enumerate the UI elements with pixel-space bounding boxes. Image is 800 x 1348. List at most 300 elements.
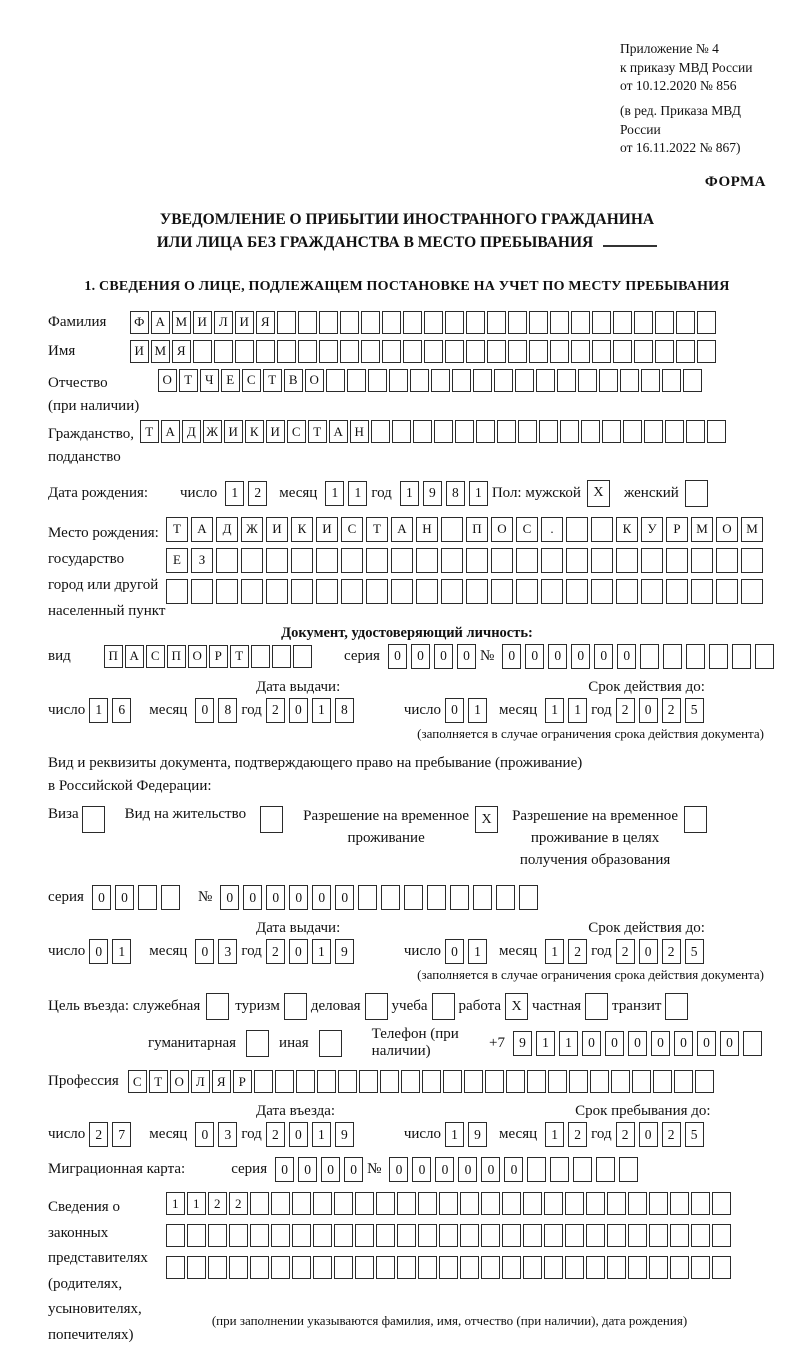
char-cell[interactable] (663, 644, 682, 669)
char-cell[interactable] (450, 885, 469, 910)
char-cell[interactable]: 0 (525, 644, 544, 669)
char-cell[interactable]: 0 (720, 1031, 739, 1056)
char-cell[interactable]: Т (263, 369, 282, 392)
char-cell[interactable] (548, 1070, 567, 1093)
char-cell[interactable]: 2 (568, 1122, 587, 1147)
char-cell[interactable]: С (287, 420, 306, 443)
temp-permit-checkbox[interactable]: X (475, 806, 498, 833)
char-cell[interactable] (670, 1224, 689, 1247)
char-cell[interactable] (683, 369, 702, 392)
char-cell[interactable]: П (167, 645, 186, 668)
char-cell[interactable]: 1 (469, 481, 488, 506)
char-cell[interactable] (616, 548, 638, 573)
char-cell[interactable]: 0 (195, 939, 214, 964)
char-cell[interactable] (296, 1070, 315, 1093)
char-cell[interactable] (382, 340, 401, 363)
char-cell[interactable]: 0 (697, 1031, 716, 1056)
char-cell[interactable] (743, 1031, 762, 1056)
char-cell[interactable] (732, 644, 751, 669)
char-cell[interactable]: 1 (187, 1192, 206, 1215)
char-cell[interactable] (666, 579, 688, 604)
char-cell[interactable] (592, 340, 611, 363)
purpose-transit-checkbox[interactable] (665, 993, 688, 1020)
char-cell[interactable] (334, 1224, 353, 1247)
char-cell[interactable] (619, 1157, 638, 1182)
char-cell[interactable] (241, 579, 263, 604)
char-cell[interactable]: С (242, 369, 261, 392)
char-cell[interactable] (508, 311, 527, 334)
char-cell[interactable]: 0 (243, 885, 262, 910)
char-cell[interactable]: М (151, 340, 170, 363)
char-cell[interactable] (691, 548, 713, 573)
char-cell[interactable] (674, 1070, 693, 1093)
char-cell[interactable]: С (516, 517, 538, 542)
char-cell[interactable] (539, 420, 558, 443)
char-cell[interactable]: 0 (594, 644, 613, 669)
char-cell[interactable]: 0 (195, 1122, 214, 1147)
char-cell[interactable] (565, 1224, 584, 1247)
char-cell[interactable]: 2 (662, 698, 681, 723)
char-cell[interactable] (649, 1192, 668, 1215)
char-cell[interactable]: 1 (325, 481, 344, 506)
char-cell[interactable]: И (224, 420, 243, 443)
char-cell[interactable]: Т (140, 420, 159, 443)
purpose-tourism-checkbox[interactable] (284, 993, 307, 1020)
char-cell[interactable] (441, 579, 463, 604)
char-cell[interactable] (586, 1192, 605, 1215)
char-cell[interactable] (709, 644, 728, 669)
char-cell[interactable] (518, 420, 537, 443)
char-cell[interactable]: 0 (434, 644, 453, 669)
char-cell[interactable] (491, 548, 513, 573)
char-cell[interactable] (586, 1224, 605, 1247)
char-cell[interactable] (634, 311, 653, 334)
char-cell[interactable] (397, 1256, 416, 1279)
char-cell[interactable] (376, 1192, 395, 1215)
char-cell[interactable] (460, 1192, 479, 1215)
char-cell[interactable] (653, 1070, 672, 1093)
char-cell[interactable] (560, 420, 579, 443)
char-cell[interactable] (460, 1256, 479, 1279)
char-cell[interactable]: 0 (639, 1122, 658, 1147)
char-cell[interactable] (712, 1224, 731, 1247)
char-cell[interactable]: Ч (200, 369, 219, 392)
char-cell[interactable] (691, 1256, 710, 1279)
char-cell[interactable]: Я (172, 340, 191, 363)
char-cell[interactable]: 1 (400, 481, 419, 506)
char-cell[interactable] (313, 1256, 332, 1279)
purpose-humanitarian-checkbox[interactable] (246, 1030, 269, 1057)
char-cell[interactable]: 1 (312, 939, 331, 964)
char-cell[interactable] (578, 369, 597, 392)
char-cell[interactable] (256, 340, 275, 363)
char-cell[interactable]: К (616, 517, 638, 542)
char-cell[interactable] (427, 885, 446, 910)
char-cell[interactable] (266, 548, 288, 573)
char-cell[interactable]: 2 (616, 939, 635, 964)
char-cell[interactable] (676, 340, 695, 363)
char-cell[interactable]: Т (308, 420, 327, 443)
char-cell[interactable]: 5 (685, 698, 704, 723)
char-cell[interactable] (550, 1157, 569, 1182)
char-cell[interactable]: 0 (289, 939, 308, 964)
char-cell[interactable]: . (541, 517, 563, 542)
char-cell[interactable]: М (691, 517, 713, 542)
char-cell[interactable] (569, 1070, 588, 1093)
char-cell[interactable] (392, 420, 411, 443)
purpose-study-checkbox[interactable] (432, 993, 455, 1020)
char-cell[interactable]: 8 (335, 698, 354, 723)
char-cell[interactable] (541, 579, 563, 604)
char-cell[interactable]: 1 (545, 698, 564, 723)
char-cell[interactable]: 1 (225, 481, 244, 506)
char-cell[interactable]: О (716, 517, 738, 542)
char-cell[interactable]: О (491, 517, 513, 542)
char-cell[interactable]: А (329, 420, 348, 443)
char-cell[interactable] (632, 1070, 651, 1093)
char-cell[interactable]: 2 (616, 698, 635, 723)
char-cell[interactable]: 8 (446, 481, 465, 506)
char-cell[interactable]: 2 (229, 1192, 248, 1215)
char-cell[interactable] (341, 548, 363, 573)
purpose-business-checkbox[interactable] (365, 993, 388, 1020)
char-cell[interactable]: 0 (275, 1157, 294, 1182)
char-cell[interactable]: З (191, 548, 213, 573)
char-cell[interactable]: 1 (545, 939, 564, 964)
char-cell[interactable]: Р (666, 517, 688, 542)
char-cell[interactable] (566, 548, 588, 573)
char-cell[interactable] (208, 1224, 227, 1247)
char-cell[interactable]: И (266, 517, 288, 542)
char-cell[interactable] (214, 340, 233, 363)
char-cell[interactable] (216, 548, 238, 573)
char-cell[interactable] (380, 1070, 399, 1093)
char-cell[interactable] (441, 548, 463, 573)
char-cell[interactable] (254, 1070, 273, 1093)
char-cell[interactable] (566, 517, 588, 542)
char-cell[interactable] (502, 1224, 521, 1247)
char-cell[interactable] (516, 579, 538, 604)
char-cell[interactable] (665, 420, 684, 443)
char-cell[interactable]: 1 (468, 698, 487, 723)
char-cell[interactable] (368, 369, 387, 392)
char-cell[interactable] (755, 644, 774, 669)
char-cell[interactable] (676, 311, 695, 334)
char-cell[interactable] (347, 369, 366, 392)
char-cell[interactable] (670, 1192, 689, 1215)
char-cell[interactable]: 2 (266, 698, 285, 723)
char-cell[interactable] (404, 885, 423, 910)
char-cell[interactable] (334, 1192, 353, 1215)
char-cell[interactable] (487, 311, 506, 334)
char-cell[interactable]: О (188, 645, 207, 668)
char-cell[interactable] (596, 1157, 615, 1182)
char-cell[interactable]: 5 (685, 1122, 704, 1147)
char-cell[interactable] (607, 1256, 626, 1279)
char-cell[interactable] (443, 1070, 462, 1093)
char-cell[interactable] (502, 1192, 521, 1215)
char-cell[interactable] (229, 1224, 248, 1247)
char-cell[interactable]: С (341, 517, 363, 542)
char-cell[interactable] (571, 340, 590, 363)
char-cell[interactable] (413, 420, 432, 443)
char-cell[interactable]: 0 (435, 1157, 454, 1182)
char-cell[interactable] (712, 1256, 731, 1279)
char-cell[interactable] (366, 579, 388, 604)
char-cell[interactable] (316, 548, 338, 573)
char-cell[interactable] (340, 311, 359, 334)
char-cell[interactable]: М (741, 517, 763, 542)
char-cell[interactable]: Д (182, 420, 201, 443)
char-cell[interactable] (418, 1224, 437, 1247)
char-cell[interactable] (422, 1070, 441, 1093)
char-cell[interactable]: 0 (639, 698, 658, 723)
char-cell[interactable]: 0 (445, 698, 464, 723)
char-cell[interactable] (586, 1256, 605, 1279)
char-cell[interactable] (649, 1224, 668, 1247)
char-cell[interactable] (544, 1224, 563, 1247)
char-cell[interactable]: Я (212, 1070, 231, 1093)
char-cell[interactable] (712, 1192, 731, 1215)
char-cell[interactable]: 0 (628, 1031, 647, 1056)
char-cell[interactable] (445, 340, 464, 363)
char-cell[interactable]: 3 (218, 939, 237, 964)
char-cell[interactable]: С (146, 645, 165, 668)
char-cell[interactable]: Т (166, 517, 188, 542)
char-cell[interactable]: 0 (388, 644, 407, 669)
char-cell[interactable]: 0 (617, 644, 636, 669)
char-cell[interactable] (527, 1157, 546, 1182)
char-cell[interactable]: Н (350, 420, 369, 443)
char-cell[interactable] (250, 1192, 269, 1215)
char-cell[interactable]: 0 (92, 885, 111, 910)
char-cell[interactable] (403, 311, 422, 334)
char-cell[interactable] (523, 1224, 542, 1247)
char-cell[interactable]: 1 (568, 698, 587, 723)
char-cell[interactable]: 0 (115, 885, 134, 910)
char-cell[interactable] (391, 579, 413, 604)
char-cell[interactable]: С (128, 1070, 147, 1093)
char-cell[interactable] (466, 579, 488, 604)
char-cell[interactable] (686, 420, 705, 443)
char-cell[interactable]: О (158, 369, 177, 392)
char-cell[interactable] (293, 645, 312, 668)
char-cell[interactable] (271, 1256, 290, 1279)
char-cell[interactable] (616, 579, 638, 604)
char-cell[interactable] (298, 340, 317, 363)
char-cell[interactable] (649, 1256, 668, 1279)
char-cell[interactable]: 0 (502, 644, 521, 669)
char-cell[interactable] (662, 369, 681, 392)
char-cell[interactable] (485, 1070, 504, 1093)
visa-checkbox[interactable] (82, 806, 105, 833)
char-cell[interactable] (473, 369, 492, 392)
char-cell[interactable]: Ж (241, 517, 263, 542)
char-cell[interactable]: 2 (208, 1192, 227, 1215)
char-cell[interactable] (571, 311, 590, 334)
purpose-work-checkbox[interactable]: X (505, 993, 528, 1020)
char-cell[interactable]: Т (366, 517, 388, 542)
char-cell[interactable] (250, 1224, 269, 1247)
char-cell[interactable] (523, 1192, 542, 1215)
char-cell[interactable]: Р (209, 645, 228, 668)
char-cell[interactable] (216, 579, 238, 604)
char-cell[interactable] (460, 1224, 479, 1247)
char-cell[interactable]: Н (416, 517, 438, 542)
char-cell[interactable]: Л (191, 1070, 210, 1093)
char-cell[interactable] (326, 369, 345, 392)
char-cell[interactable]: Т (149, 1070, 168, 1093)
char-cell[interactable] (401, 1070, 420, 1093)
char-cell[interactable] (334, 1256, 353, 1279)
char-cell[interactable] (581, 420, 600, 443)
temp-permit-edu-checkbox[interactable] (684, 806, 707, 833)
char-cell[interactable] (591, 548, 613, 573)
char-cell[interactable] (138, 885, 157, 910)
char-cell[interactable] (716, 548, 738, 573)
char-cell[interactable] (666, 548, 688, 573)
char-cell[interactable]: 2 (662, 939, 681, 964)
char-cell[interactable] (397, 1224, 416, 1247)
char-cell[interactable] (434, 420, 453, 443)
char-cell[interactable] (313, 1192, 332, 1215)
char-cell[interactable]: К (291, 517, 313, 542)
char-cell[interactable]: У (641, 517, 663, 542)
char-cell[interactable]: 0 (504, 1157, 523, 1182)
char-cell[interactable] (271, 1224, 290, 1247)
char-cell[interactable]: 1 (166, 1192, 185, 1215)
char-cell[interactable]: 1 (559, 1031, 578, 1056)
char-cell[interactable]: Л (214, 311, 233, 334)
char-cell[interactable] (466, 340, 485, 363)
char-cell[interactable] (313, 1224, 332, 1247)
char-cell[interactable]: И (266, 420, 285, 443)
char-cell[interactable]: 9 (468, 1122, 487, 1147)
char-cell[interactable] (536, 369, 555, 392)
char-cell[interactable]: А (191, 517, 213, 542)
purpose-official-checkbox[interactable] (206, 993, 229, 1020)
char-cell[interactable]: А (391, 517, 413, 542)
char-cell[interactable] (529, 340, 548, 363)
char-cell[interactable]: Т (230, 645, 249, 668)
char-cell[interactable]: И (130, 340, 149, 363)
char-cell[interactable] (644, 420, 663, 443)
char-cell[interactable]: 2 (266, 939, 285, 964)
char-cell[interactable]: И (193, 311, 212, 334)
char-cell[interactable] (272, 645, 291, 668)
char-cell[interactable] (691, 1192, 710, 1215)
char-cell[interactable] (691, 579, 713, 604)
char-cell[interactable]: 0 (344, 1157, 363, 1182)
char-cell[interactable] (431, 369, 450, 392)
char-cell[interactable] (355, 1192, 374, 1215)
char-cell[interactable] (592, 311, 611, 334)
char-cell[interactable]: К (245, 420, 264, 443)
char-cell[interactable]: И (235, 311, 254, 334)
char-cell[interactable] (361, 311, 380, 334)
char-cell[interactable] (166, 579, 188, 604)
char-cell[interactable] (250, 1256, 269, 1279)
char-cell[interactable] (316, 579, 338, 604)
char-cell[interactable]: П (104, 645, 123, 668)
char-cell[interactable]: 1 (445, 1122, 464, 1147)
char-cell[interactable] (275, 1070, 294, 1093)
sex-male-checkbox[interactable]: X (587, 480, 610, 507)
char-cell[interactable] (481, 1256, 500, 1279)
char-cell[interactable] (497, 420, 516, 443)
char-cell[interactable] (566, 579, 588, 604)
char-cell[interactable] (341, 579, 363, 604)
char-cell[interactable] (271, 1192, 290, 1215)
char-cell[interactable] (291, 579, 313, 604)
char-cell[interactable]: 7 (112, 1122, 131, 1147)
purpose-other-checkbox[interactable] (319, 1030, 342, 1057)
char-cell[interactable] (628, 1224, 647, 1247)
char-cell[interactable]: 2 (89, 1122, 108, 1147)
char-cell[interactable] (441, 517, 463, 542)
char-cell[interactable] (292, 1192, 311, 1215)
char-cell[interactable] (506, 1070, 525, 1093)
char-cell[interactable] (628, 1192, 647, 1215)
char-cell[interactable]: 0 (582, 1031, 601, 1056)
char-cell[interactable]: 1 (312, 1122, 331, 1147)
char-cell[interactable] (191, 579, 213, 604)
char-cell[interactable] (607, 1192, 626, 1215)
char-cell[interactable] (496, 885, 515, 910)
char-cell[interactable] (634, 340, 653, 363)
char-cell[interactable] (235, 340, 254, 363)
char-cell[interactable] (291, 548, 313, 573)
char-cell[interactable]: 0 (289, 885, 308, 910)
char-cell[interactable]: 1 (536, 1031, 555, 1056)
char-cell[interactable] (565, 1192, 584, 1215)
char-cell[interactable]: 0 (335, 885, 354, 910)
char-cell[interactable] (381, 885, 400, 910)
char-cell[interactable]: 0 (298, 1157, 317, 1182)
char-cell[interactable] (166, 1224, 185, 1247)
char-cell[interactable] (266, 579, 288, 604)
char-cell[interactable] (340, 340, 359, 363)
char-cell[interactable] (502, 1256, 521, 1279)
char-cell[interactable] (161, 885, 180, 910)
char-cell[interactable]: 0 (195, 698, 214, 723)
char-cell[interactable] (298, 311, 317, 334)
char-cell[interactable] (241, 548, 263, 573)
char-cell[interactable] (523, 1256, 542, 1279)
char-cell[interactable] (361, 340, 380, 363)
char-cell[interactable] (602, 420, 621, 443)
char-cell[interactable]: 5 (685, 939, 704, 964)
char-cell[interactable] (418, 1192, 437, 1215)
char-cell[interactable]: 9 (513, 1031, 532, 1056)
char-cell[interactable] (519, 885, 538, 910)
char-cell[interactable] (466, 311, 485, 334)
char-cell[interactable] (481, 1192, 500, 1215)
char-cell[interactable] (655, 311, 674, 334)
char-cell[interactable] (424, 311, 443, 334)
char-cell[interactable]: 9 (423, 481, 442, 506)
char-cell[interactable] (557, 369, 576, 392)
purpose-private-checkbox[interactable] (585, 993, 608, 1020)
char-cell[interactable] (691, 1224, 710, 1247)
char-cell[interactable] (527, 1070, 546, 1093)
char-cell[interactable] (193, 340, 212, 363)
char-cell[interactable] (611, 1070, 630, 1093)
char-cell[interactable]: 2 (568, 939, 587, 964)
char-cell[interactable] (355, 1256, 374, 1279)
char-cell[interactable]: 0 (548, 644, 567, 669)
char-cell[interactable] (623, 420, 642, 443)
